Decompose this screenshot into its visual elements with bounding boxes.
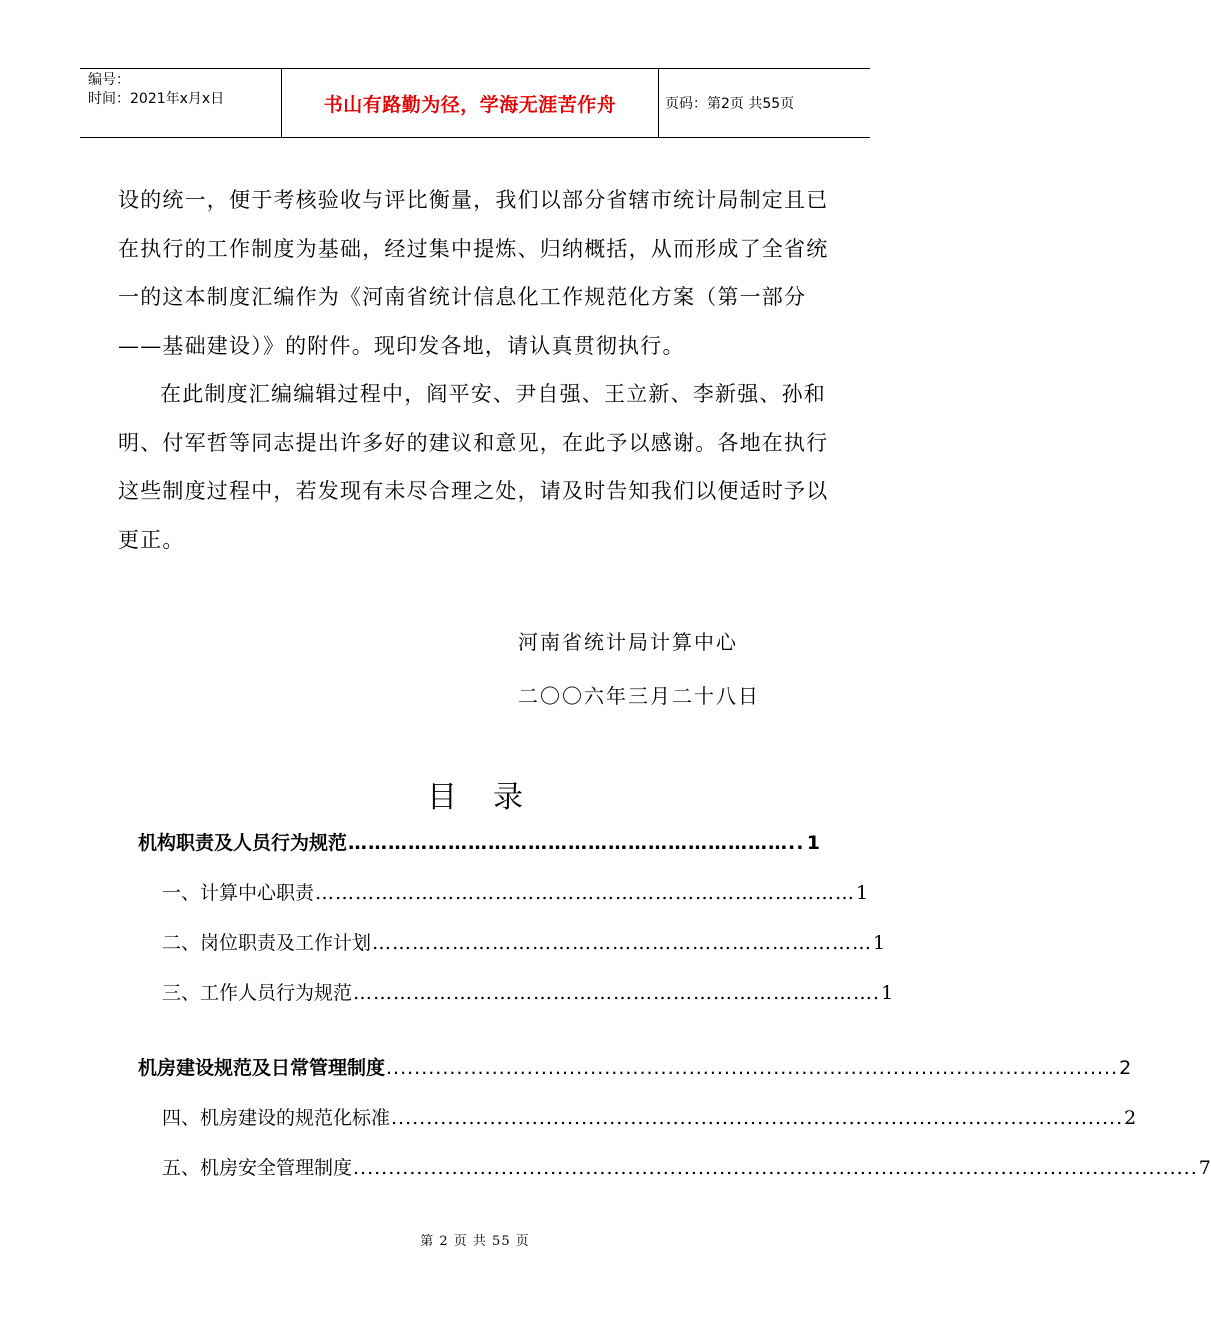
toc-title-text: 目录 bbox=[427, 780, 559, 815]
toc-entry-label: 一、计算中心职责 bbox=[162, 882, 315, 904]
header-page-info: 页码：第2页 共55页 bbox=[665, 96, 795, 112]
toc-entry[interactable] bbox=[138, 828, 820, 855]
page-footer: 第 2 页 共 55 页 bbox=[420, 1234, 530, 1249]
toc-entry-dots: ........................................................................................................ bbox=[386, 1057, 1119, 1079]
toc-entry-page: 2 bbox=[1124, 1107, 1137, 1129]
toc-entry-page: 1 bbox=[806, 832, 820, 854]
toc-entry-label: 机房建设规范及日常管理制度 bbox=[138, 1057, 386, 1079]
page-header bbox=[80, 68, 870, 138]
number-label: 编号： bbox=[88, 72, 130, 88]
time-label: 时间：2021年x月x日 bbox=[88, 91, 225, 107]
toc-entry-label: 二、岗位职责及工作计划 bbox=[162, 932, 372, 954]
toc-entry-dots: ………………………………………………………………… bbox=[372, 932, 873, 954]
toc-entry-dots: ........................................................................................................................ bbox=[353, 1157, 1198, 1179]
toc-title bbox=[0, 772, 950, 816]
toc-entry[interactable] bbox=[162, 878, 869, 905]
toc-entry-label: 五、机房安全管理制度 bbox=[162, 1157, 353, 1179]
toc-entry-page: 1 bbox=[873, 932, 886, 954]
toc-entry-label: 四、机房建设的规范化标准 bbox=[162, 1107, 391, 1129]
toc-entry[interactable] bbox=[138, 1053, 1132, 1080]
toc-entry-dots: ………………………………………………………….. bbox=[348, 832, 805, 854]
toc-entry[interactable] bbox=[162, 1103, 1137, 1130]
signature-date: 二〇〇六年三月二十八日 bbox=[518, 684, 760, 708]
paragraph-2: 在此制度汇编编辑过程中，阎平安、尹自强、王立新、李新强、孙和明、付军哲等同志提出许多好的建议和意见，在此予以感谢。各地在执行这些制度过程中，若发现有未尽合理之处，请及时告知我们以便适时予以更正。 bbox=[118, 382, 829, 552]
toc-entry-label: 机构职责及人员行为规范 bbox=[138, 832, 348, 854]
toc-entry[interactable] bbox=[162, 978, 894, 1005]
toc-entry-page: 2 bbox=[1119, 1057, 1132, 1079]
header-motto: 书山有路勤为径，学海无涯苦作舟 bbox=[282, 69, 659, 137]
signature-org: 河南省统计局计算中心 bbox=[518, 630, 738, 654]
toc-entry-label: 三、工作人员行为规范 bbox=[162, 982, 353, 1004]
toc-entry-dots: ……………………………………………………………………… bbox=[315, 882, 856, 904]
header-meta bbox=[80, 69, 282, 137]
toc-entry-dots: ……………………………………………………………………. bbox=[353, 982, 881, 1004]
body-text bbox=[118, 176, 836, 564]
toc-entry-dots: ........................................................................................................ bbox=[391, 1107, 1124, 1129]
toc-entry-page: 7 bbox=[1198, 1157, 1211, 1179]
toc-entry[interactable] bbox=[162, 928, 886, 955]
toc-entry-page: 1 bbox=[856, 882, 869, 904]
toc-entry-page: 1 bbox=[881, 982, 894, 1004]
toc-entry[interactable] bbox=[162, 1153, 1211, 1180]
paragraph-1: 设的统一，便于考核验收与评比衡量，我们以部分省辖市统计局制定且已在执行的工作制度为基础，经过集中提炼、归纳概括，从而形成了全省统一的这本制度汇编作为《河南省统计信息化工作规范化方案（第一部分——基础建设）》的附件。现印发各地，请认真贯彻执行。 bbox=[118, 188, 829, 358]
